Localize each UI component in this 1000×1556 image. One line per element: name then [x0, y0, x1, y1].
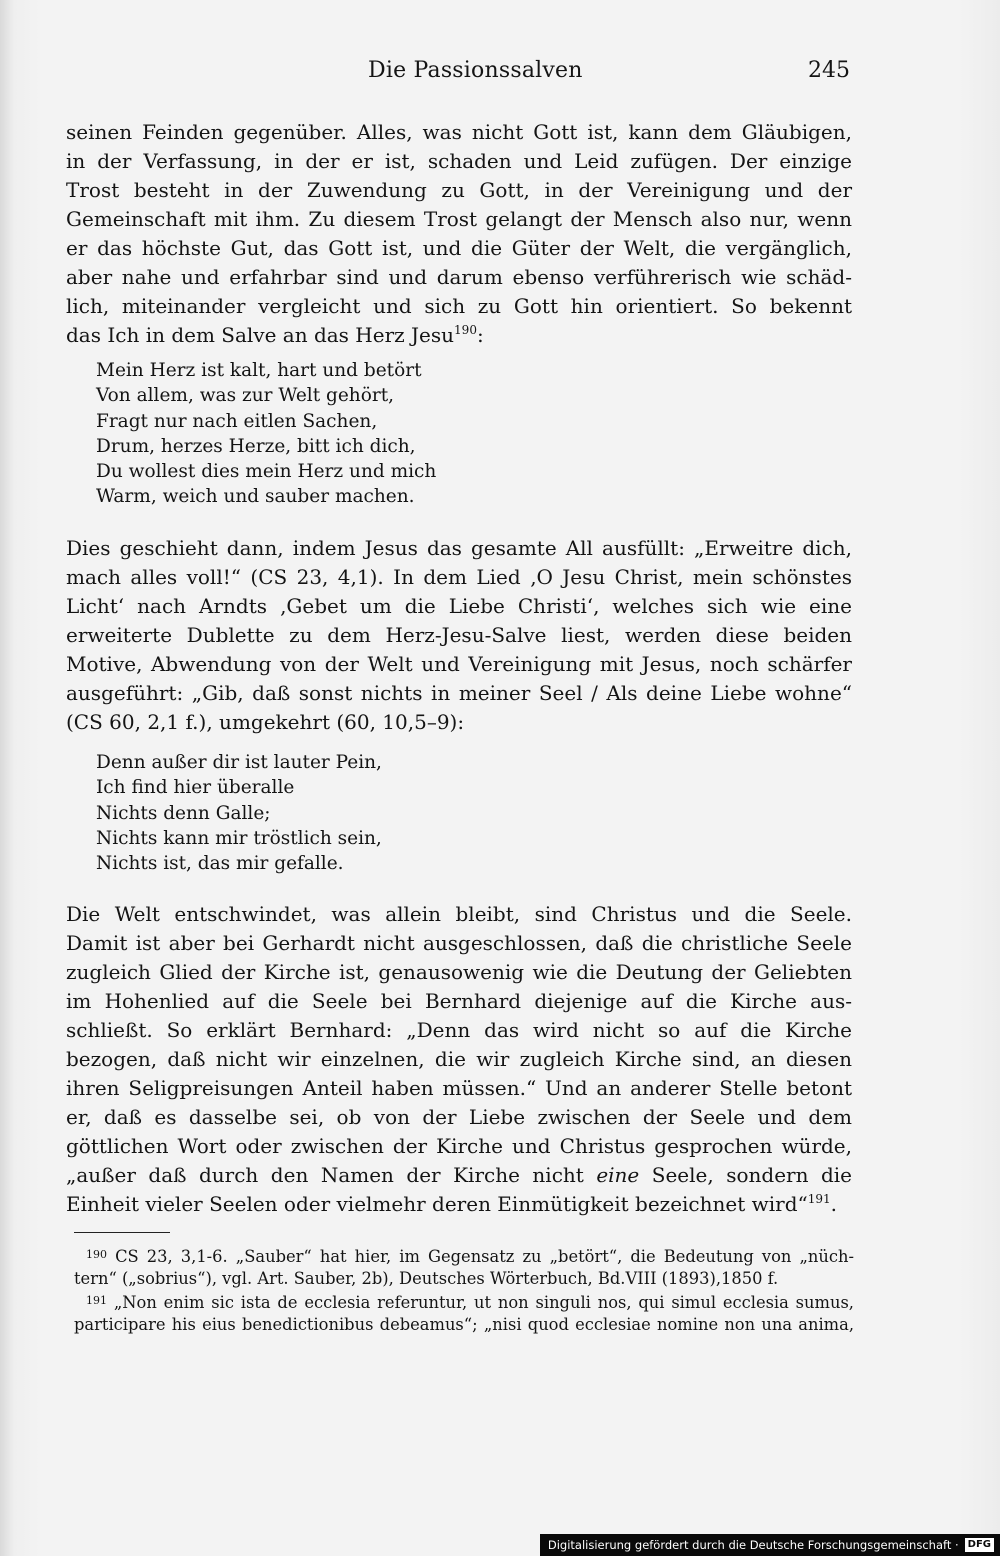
footnote-191	[74, 1290, 854, 1314]
running-title: Die Passionssalven	[368, 58, 583, 83]
footnote-191-continued: participare his eius benedictionibus debeamus“; „nisi quod ecclesiae nomine non una anima,	[74, 1315, 854, 1334]
footnote-text: „Non enim sic ista de ecclesia referuntur, ut non singuli nos, qui simul ecclesia sumus,	[113, 1293, 854, 1312]
text-line: Licht‘ nach Arndts ‚Gebet um die Liebe Christi‘, welches sich wie eine	[66, 594, 852, 618]
text-line: mach alles voll!“ (CS 23, 4,1). In dem Lied ‚O Jesu Christ, mein schönstes	[66, 565, 852, 589]
text-fragment: Einheit vieler Seelen oder vielmehr deren Einmütigkeit bezeichnet wird“	[66, 1192, 808, 1216]
text-line	[66, 1190, 852, 1219]
verse-line: Fragt nur nach eitlen Sachen,	[96, 410, 378, 432]
footnote-reference[interactable]: 191	[807, 1192, 831, 1206]
text-line: Motive, Abwendung von der Welt und Vereinigung mit Jesus, noch schärfer	[66, 652, 852, 676]
verse-line: Nichts kann mir tröstlich sein,	[96, 827, 382, 849]
text-line: ausgeführt: „Gib, daß sonst nichts in meiner Seel / Als deine Liebe wohne“	[66, 681, 852, 705]
text-line: er das höchste Gut, das Gott ist, und die Güter der Welt, die vergänglich,	[66, 236, 852, 260]
text-line: Die Welt entschwindet, was allein bleibt, sind Christus und die Seele.	[66, 902, 852, 926]
verse-line: Warm, weich und sauber machen.	[96, 486, 415, 508]
verse-line: Nichts denn Galle;	[96, 802, 271, 824]
verse-line: Mein Herz ist kalt, hart und betört	[96, 360, 422, 381]
verse-line: Drum, herzes Herze, bitt ich dich,	[96, 435, 416, 457]
text-fragment: .	[830, 1192, 837, 1216]
text-line	[66, 1161, 852, 1190]
text-fragment: :	[476, 323, 484, 347]
paragraph-3	[66, 900, 852, 1219]
text-line: bezogen, daß nicht wir einzelnen, die wir zugleich Kirche sind, an diesen	[66, 1047, 852, 1071]
emphasized-word: eine	[596, 1163, 640, 1187]
footnote-reference[interactable]: 190	[454, 323, 477, 337]
digitization-credit-bar	[540, 1534, 1000, 1556]
text-line: Trost besteht in der Zuwendung zu Gott, in der Vereinigung und der	[66, 178, 852, 202]
verse-quotation-1	[96, 358, 596, 510]
text-line: er, daß es dasselbe sei, ob von der Liebe zwischen der Seele und dem	[66, 1105, 852, 1129]
paragraph-2	[66, 534, 852, 737]
text-fragment: Seele, sondern die	[639, 1163, 853, 1187]
text-line: ihren Seligpreisungen Anteil haben müssen.“ Und an anderer Stelle betont	[66, 1076, 852, 1100]
footnote-number: 191	[86, 1294, 107, 1307]
text-fragment: das Ich in dem Salve an das Herz Jesu	[66, 323, 455, 347]
verse-line: Du wollest dies mein Herz und mich	[96, 461, 437, 483]
footnote-190	[74, 1244, 854, 1268]
text-line: (CS 60, 2,1 f.), umgekehrt (60, 10,5–9):	[66, 710, 465, 734]
footnotes	[74, 1244, 854, 1336]
verse-quotation-2	[96, 750, 596, 876]
paragraph-1	[66, 118, 852, 350]
verse-line: Ich find hier überalle	[96, 777, 295, 799]
text-line: Dies geschieht dann, indem Jesus das gesamte All ausfüllt: „Erweitre dich,	[66, 536, 852, 560]
text-line: in der Verfassung, in der er ist, schaden und Leid zufügen. Der einzige	[66, 149, 852, 173]
text-line: zugleich Glied der Kirche ist, genausowenig wie die Deutung der Geliebten	[66, 960, 852, 984]
funding-credit-text: Digitalisierung gefördert durch die Deutsche Forschungsgemeinschaft ·	[547, 1538, 959, 1552]
dfg-logo: DFG	[965, 1538, 994, 1552]
text-line: schließt. So erklärt Bernhard: „Denn das wird nicht so auf die Kirche	[66, 1018, 852, 1042]
verse-line: Von allem, was zur Welt gehört,	[96, 385, 395, 407]
page-number: 245	[808, 58, 850, 83]
text-line: erweiterte Dublette zu dem Herz-Jesu-Salve liest, werden diese beiden	[66, 623, 852, 647]
text-line: aber nahe und erfahrbar sind und darum ebenso verführerisch wie schäd-	[66, 265, 852, 289]
text-line: Gemeinschaft mit ihm. Zu diesem Trost gelangt der Mensch also nur, wenn	[66, 207, 852, 231]
footnote-190-continued: tern“ („sobrius“), vgl. Art. Sauber, 2b), Deutsches Wörterbuch, Bd.VIII (1893),1850 f.	[74, 1269, 779, 1288]
text-line: lich, miteinander vergleicht und sich zu Gott hin orientiert. So bekennt	[66, 294, 852, 318]
footnote-separator	[74, 1232, 170, 1233]
text-line: seinen Feinden gegenüber. Alles, was nicht Gott ist, kann dem Gläubigen,	[66, 120, 852, 144]
verse-line: Nichts ist, das mir gefalle.	[96, 853, 344, 875]
text-line	[66, 321, 852, 350]
text-line: Damit ist aber bei Gerhardt nicht ausgeschlossen, daß die christliche Seele	[66, 931, 852, 955]
text-line: im Hohenlied auf die Seele bei Bernhard diejenige auf die Kirche aus-	[66, 989, 852, 1013]
footnote-text: CS 23, 3,1-6. „Sauber“ hat hier, im Gegensatz zu „betört“, die Bedeutung von „nüch-	[115, 1247, 854, 1266]
text-line: göttlichen Wort oder zwischen der Kirche und Christus gesprochen würde,	[66, 1134, 852, 1158]
text-fragment: „außer daß durch den Namen der Kirche nicht	[66, 1163, 597, 1187]
verse-line: Denn außer dir ist lauter Pein,	[96, 752, 382, 773]
footnote-number: 190	[86, 1248, 107, 1261]
